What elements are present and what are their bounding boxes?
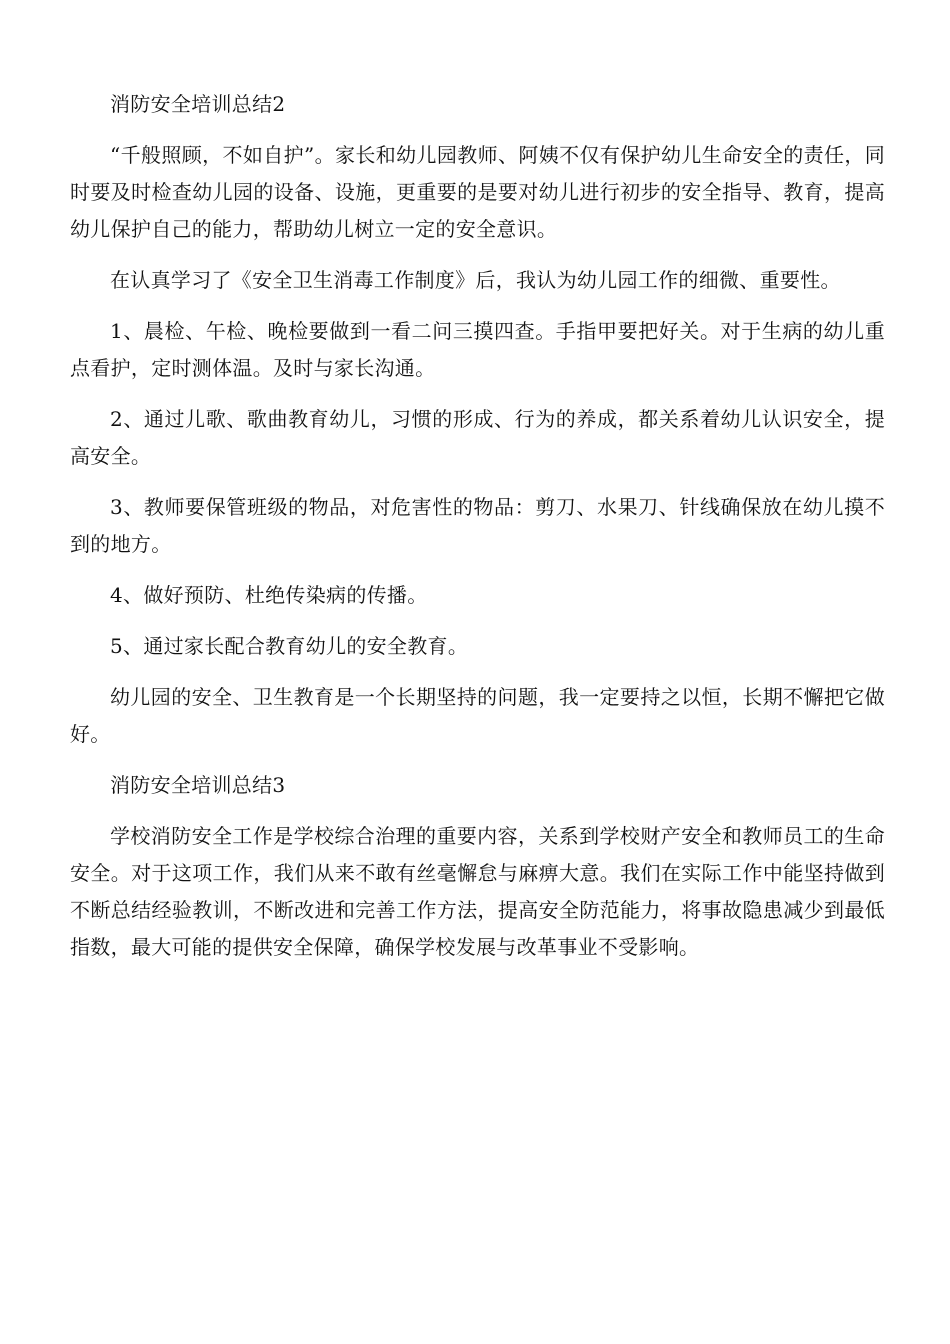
paragraph-school-fire-safety: 学校消防安全工作是学校综合治理的重要内容，关系到学校财产安全和教师员工的生命安全。对于这项工作，我们从来不敢有丝毫懈怠与麻痹大意。我们在实际工作中能坚持做到不断总结经验教训，不断改进和完善工作方法，提高安全防范能力，将事故隐患减少到最低指数，最大可能的提供安全保障，确保学校发展与改革事业不受影响。	[70, 824, 885, 959]
list-item-5: 5、通过家长配合教育幼儿的安全教育。	[110, 634, 469, 658]
list-item-2: 2、通过儿歌、歌曲教育幼儿，习惯的形成、行为的养成，都关系着幼儿认识安全，提高安全。	[70, 407, 885, 468]
section-2-title: 消防安全培训总结2	[110, 92, 286, 116]
paragraph-self-protection: “千般照顾，不如自护”。家长和幼儿园教师、阿姨不仅有保护幼儿生命安全的责任，同时要及时检查幼儿园的设备、设施，更重要的是要对幼儿进行初步的安全指导、教育，提高幼儿保护自己的能力，帮助幼儿树立一定的安全意识。	[70, 143, 885, 241]
paragraph-conclusion: 幼儿园的安全、卫生教育是一个长期坚持的问题，我一定要持之以恒，长期不懈把它做好。	[70, 685, 885, 746]
document-page	[70, 86, 885, 980]
section-3-title: 消防安全培训总结3	[110, 773, 286, 797]
list-item-4: 4、做好预防、杜绝传染病的传播。	[110, 583, 428, 607]
list-item-1: 1、晨检、午检、晚检要做到一看二问三摸四查。手指甲要把好关。对于生病的幼儿重点看护，定时测体温。及时与家长沟通。	[70, 319, 885, 380]
paragraph-study-system: 在认真学习了《安全卫生消毒工作制度》后，我认为幼儿园工作的细微、重要性。	[110, 268, 841, 292]
list-item-3: 3、教师要保管班级的物品，对危害性的物品：剪刀、水果刀、针线确保放在幼儿摸不到的地方。	[70, 495, 885, 556]
